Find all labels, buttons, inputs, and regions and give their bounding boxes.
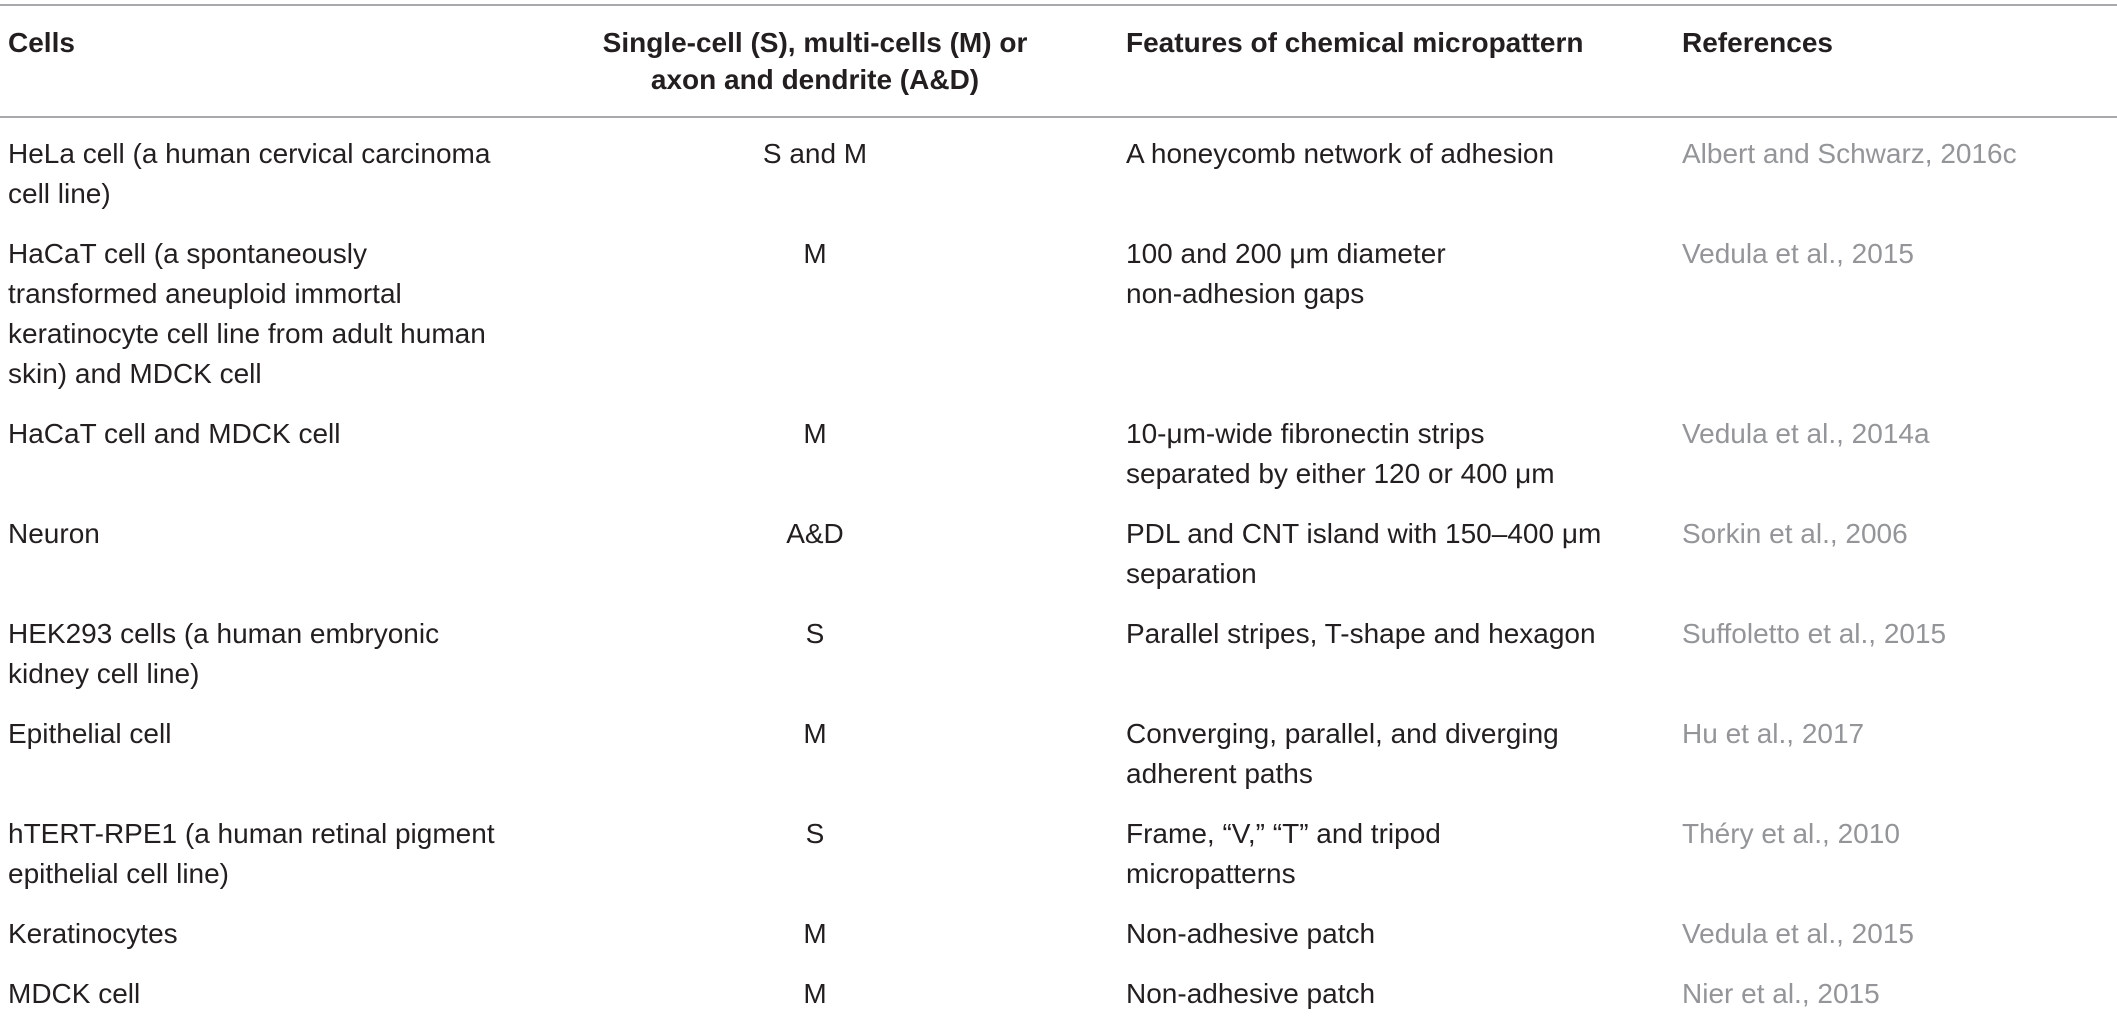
row-cells: hTERT-RPE1 (a human retinal pigment epithelial cell line)	[8, 818, 495, 889]
row-features: 100 and 200 μm diameter non-adhesion gaps	[1126, 238, 1446, 309]
header-type-line1: Single-cell (S), multi-cells (M) or	[602, 27, 1028, 58]
table-row	[0, 117, 2117, 220]
row-cells: Epithelial cell	[8, 718, 172, 749]
row-features: 10-μm-wide fibronectin strips separated by either 120 or 400 μm	[1126, 418, 1555, 489]
row-reference-link[interactable]: Nier et al., 2015	[1682, 978, 1880, 1009]
row-type: A&D	[786, 518, 844, 549]
header-features: Features of chemical micropattern	[1126, 27, 1584, 58]
row-type: S	[805, 618, 825, 649]
table-row	[0, 500, 2117, 600]
row-cells: HeLa cell (a human cervical carcinoma cell line)	[8, 138, 491, 209]
row-cells: HaCaT cell and MDCK cell	[8, 418, 341, 449]
row-features: Non-adhesive patch	[1126, 978, 1376, 1009]
table-row	[0, 700, 2117, 800]
row-type: M	[803, 918, 827, 949]
row-cells: MDCK cell	[8, 978, 141, 1009]
row-type: M	[803, 718, 827, 749]
table-row	[0, 800, 2117, 900]
row-type: S	[805, 818, 825, 849]
header-type-line2: axon and dendrite (A&D)	[650, 64, 980, 95]
micropattern-table	[0, 4, 2117, 1020]
row-reference-link[interactable]: Vedula et al., 2015	[1682, 238, 1914, 269]
row-reference-link[interactable]: Hu et al., 2017	[1682, 718, 1865, 749]
row-reference-link[interactable]: Vedula et al., 2014a	[1682, 418, 1930, 449]
header-references: References	[1682, 27, 1833, 58]
header-type	[504, 5, 1126, 117]
row-features: A honeycomb network of adhesion	[1126, 138, 1555, 169]
row-reference-link[interactable]: Sorkin et al., 2006	[1682, 518, 1908, 549]
row-features: PDL and CNT island with 150–400 μm separation	[1126, 518, 1602, 589]
row-type: S and M	[762, 138, 868, 169]
row-reference-link[interactable]: Albert and Schwarz, 2016c	[1682, 138, 2017, 169]
row-cells: Neuron	[8, 518, 100, 549]
row-features: Frame, “V,” “T” and tripod micropatterns	[1126, 818, 1441, 889]
row-features: Non-adhesive patch	[1126, 918, 1376, 949]
table-body	[0, 117, 2117, 1020]
row-type: M	[803, 418, 827, 449]
table-row	[0, 960, 2117, 1020]
header-row	[0, 5, 2117, 117]
table-row	[0, 220, 2117, 400]
row-type: M	[803, 238, 827, 269]
row-cells: HaCaT cell (a spontaneously transformed aneuploid immortal keratinocyte cell line from adult human skin) and MDCK cell	[8, 238, 486, 389]
row-reference-link[interactable]: Suffoletto et al., 2015	[1682, 618, 1947, 649]
header-cells: Cells	[8, 27, 75, 58]
table-row	[0, 900, 2117, 960]
row-cells: Keratinocytes	[8, 918, 178, 949]
row-reference-link[interactable]: Vedula et al., 2015	[1682, 918, 1914, 949]
table-header	[0, 5, 2117, 117]
row-type: M	[803, 978, 827, 1009]
table-row	[0, 400, 2117, 500]
row-features: Converging, parallel, and diverging adherent paths	[1126, 718, 1559, 789]
table-row	[0, 600, 2117, 700]
row-reference-link[interactable]: Théry et al., 2010	[1682, 818, 1900, 849]
row-cells: HEK293 cells (a human embryonic kidney cell line)	[8, 618, 440, 689]
row-features: Parallel stripes, T-shape and hexagon	[1126, 618, 1596, 649]
